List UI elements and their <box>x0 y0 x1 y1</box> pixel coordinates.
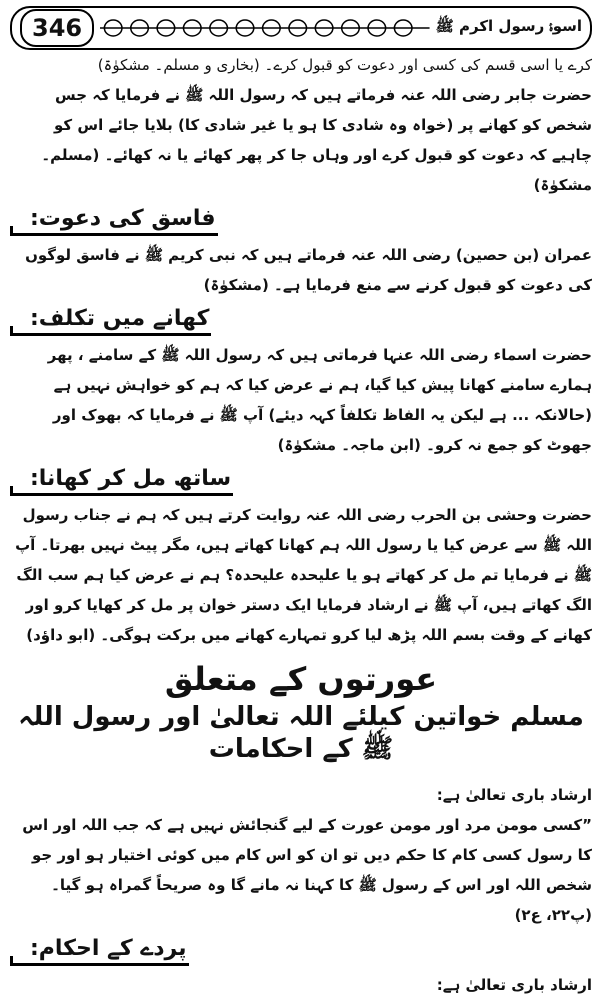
paragraph: حضرت اسماء رضی اللہ عنہا فرماتی ہیں کہ رسول اللہ ﷺ کے سامنے ، پھر ہمارے سامنے کھانا پیش کیا گیا، ہم نے عرض کیا کہ ہم کو خواہش نہیں ہے (حالانکہ ... ہے لیکن یہ الفاظ تکلفاً کہہ دیئے) آپ ﷺ نے فرمایا کہ بھوک اور جھوٹ کو جمع نہ کرو۔ (ابن ماجہ۔ مشکوٰۃ) <box>47 346 592 454</box>
paragraph: حضرت وحشی بن الحرب رضی اللہ عنہ روایت کرتے ہیں کہ ہم نے جناب رسول اللہ ﷺ سے عرض کیا یا رسول اللہ ہم کھانا کھاتے ہیں، مگر پیٹ نہیں بھرتا۔ آپ ﷺ نے فرمایا تم مل کر کھاتے ہو یا علیحدہ علیحدہ؟ ہم نے عرض کیا ہم سب الگ الگ کھاتے ہیں، آپ ﷺ نے ارشاد فرمایا ایک دستر خوان پر مل کر کھایا کرو اور کھانے کے وقت بسم اللہ پڑھ لیا کرو تمہارے کھانے میں برکت ہوگی۔ (ابو داؤد) <box>15 506 592 644</box>
decorative-border <box>100 15 430 41</box>
section-heading: فاسق کی دعوت: <box>10 206 592 236</box>
chapter-title: عورتوں کے متعلق <box>164 660 438 698</box>
page-body <box>10 50 592 1000</box>
paragraph: ارشاد باری تعالیٰ ہے: <box>436 976 592 994</box>
paragraph: کرے یا اسی قسم کی کسی اور دعوت کو قبول کرے۔ (بخاری و مسلم۔ مشکوٰۃ) <box>97 56 592 74</box>
running-title: اسوۂ رسول اکرم ﷺ <box>435 17 582 35</box>
book-page <box>0 6 600 994</box>
paragraph: حضرت جابر رضی اللہ عنہ فرماتے ہیں کہ رسول اللہ ﷺ نے فرمایا کہ جس شخص کو کھانے پر (خواہ وہ شادی کا ہو یا غیر شادی کا) بلایا جائے اس کو چاہیے کہ دعوت کو قبول کرے اور وہاں جا کر پھر کھائے یا نہ کھائے۔ (مسلم۔ مشکوٰۃ) <box>41 86 592 194</box>
page-number: 346 <box>20 9 94 47</box>
section-heading: کھانے میں تکلف: <box>10 306 592 336</box>
chapter-subtitle: مسلم خواتین کیلئے اللہ تعالیٰ اور رسول اللہ ﷺ کے احکامات <box>18 702 584 764</box>
paragraph: عمران (بن حصین) رضی اللہ عنہ فرماتے ہیں کہ نبی کریم ﷺ نے فاسق لوگوں کی دعوت کو قبول کرنے سے منع فرمایا ہے۔ (مشکوٰۃ) <box>25 246 592 294</box>
quote-paragraph: ”کسی مومن مرد اور مومن عورت کے لیے گنجائش نہیں ہے کہ جب اللہ اور اس کا رسول کسی کام کا حکم دیں تو ان کو اس کام میں کوئی اختیار ہو اور جو شخص اللہ اور اس کے رسول ﷺ کا کہنا نہ مانے گا وہ صریحاً گمراہ ہو گیا۔ (پ۲۲، ع۲) <box>22 816 592 924</box>
section-heading: ساتھ مل کر کھانا: <box>10 466 592 496</box>
section-heading: پردے کے احکام: <box>10 936 592 966</box>
page-header <box>10 6 592 50</box>
paragraph: ارشاد باری تعالیٰ ہے: <box>436 786 592 804</box>
